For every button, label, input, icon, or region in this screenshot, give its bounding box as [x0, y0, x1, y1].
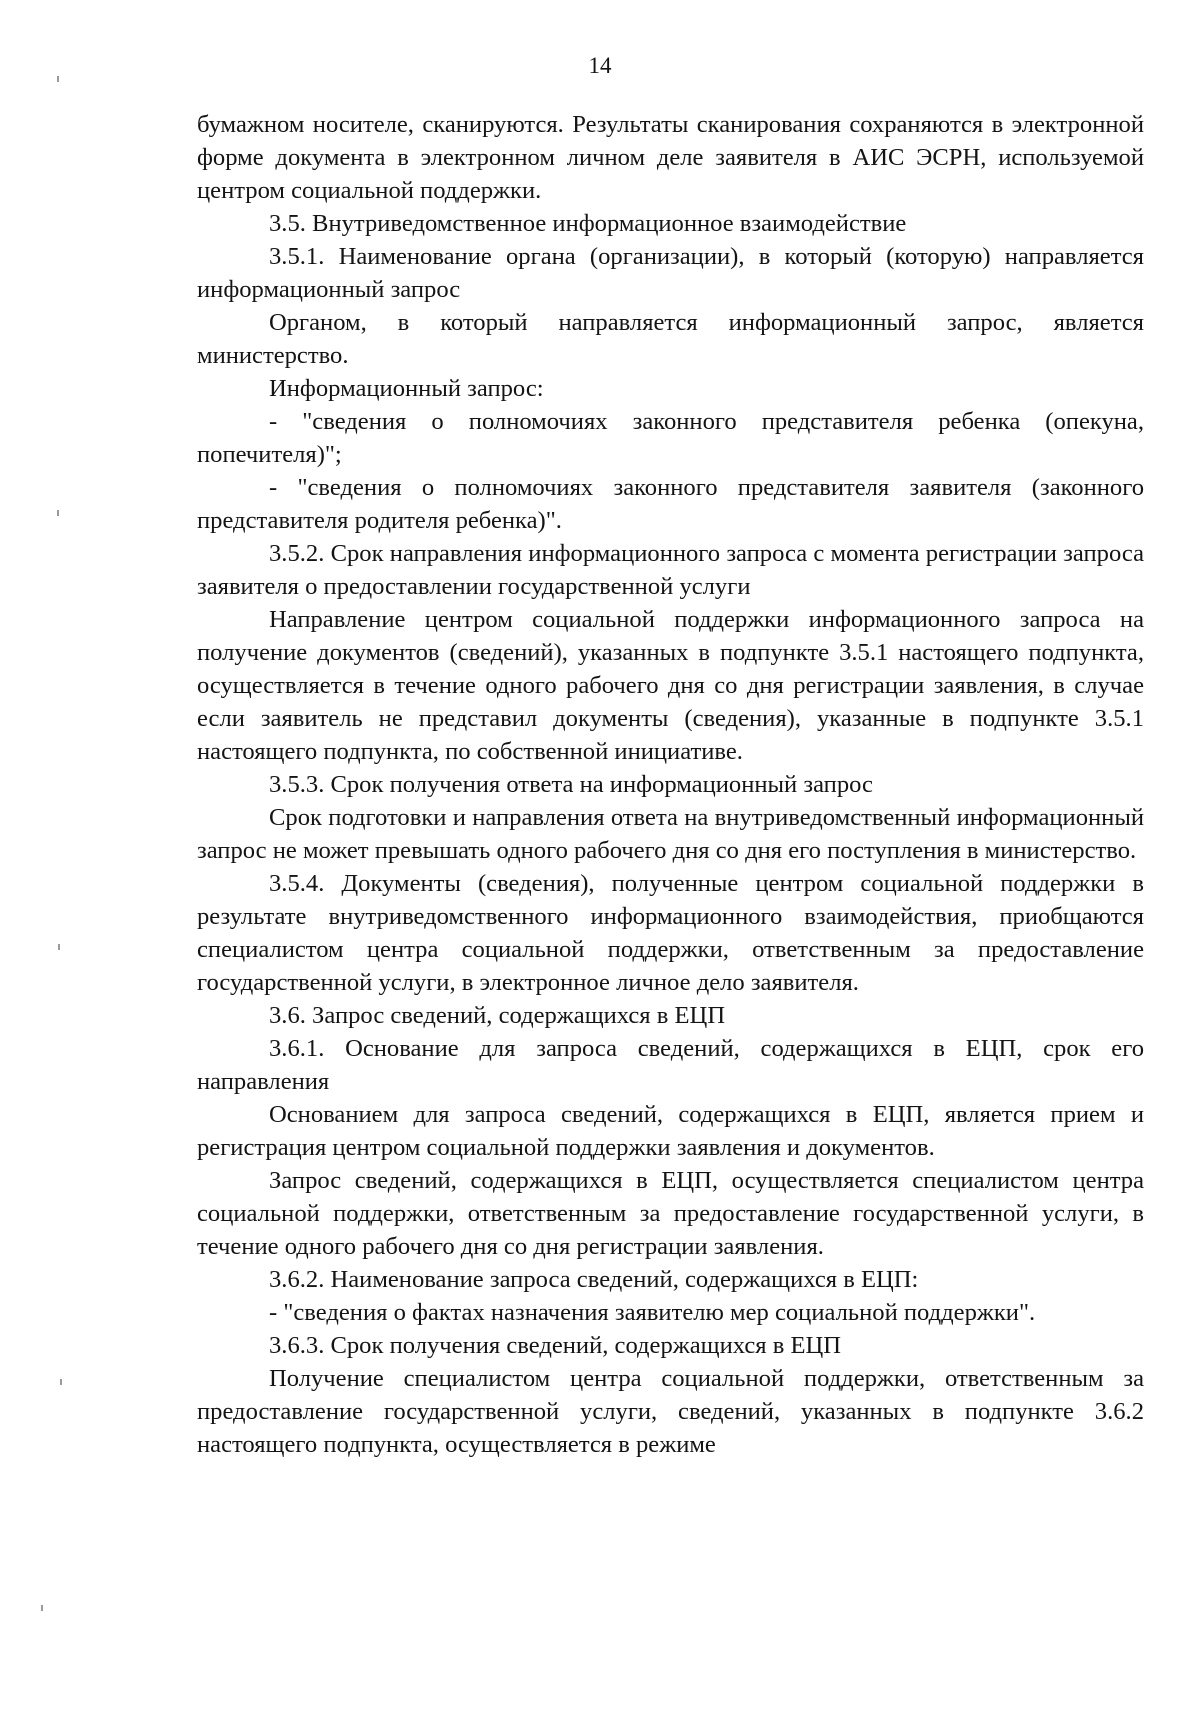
scan-artifact	[41, 1605, 43, 1611]
list-item-ecp-request: - "сведения о фактах назначения заявителю мер социальной поддержки".	[269, 1299, 1036, 1326]
paragraph-request-procedure: Направление центром социальной поддержки информационного запроса на получение документов (сведений), указанных в подпункте 3.5.1 настоящего подпункта, осуществляется в течение одного рабочего дня со дня регистрации заявления, в случае если заявитель не представил документы (сведения), указанные в подпункте 3.5.1 настоящего подпункта, по собственной инициативе.	[197, 606, 1144, 765]
subsection-3-5-4: 3.5.4. Документы (сведения), полученные центром социальной поддержки в результате внутриведомственного информационного взаимодействия, приобщаются специалистом центра социальной поддержки, ответственным за предоставление государственной услуги, в электронное личное дело заявителя.	[197, 870, 1144, 996]
paragraph-request-intro: Информационный запрос:	[269, 375, 544, 402]
subsection-heading-3-5-2: 3.5.2. Срок направления информационного запроса с момента регистрации запроса заявителя о предоставлении государственной услуги	[197, 540, 1144, 600]
paragraph-response-term: Срок подготовки и направления ответа на внутриведомственный информационный запрос не может превышать одного рабочего дня со дня его поступления в министерство.	[197, 804, 1144, 864]
subsection-heading-3-5-3: 3.5.3. Срок получения ответа на информационный запрос	[269, 771, 873, 798]
page-number: 14	[588, 53, 612, 78]
section-heading-3-5: 3.5. Внутриведомственное информационное взаимодействие	[269, 210, 907, 237]
document-body	[197, 108, 1144, 1461]
paragraph-request-ecp: Запрос сведений, содержащихся в ЕЦП, осуществляется специалистом центра социальной поддержки, ответственным за предоставление государственной услуги, в течение одного рабочего дня со дня регистрации заявления.	[197, 1167, 1144, 1260]
list-item-request-1: - "сведения о полномочиях законного представителя ребенка (опекуна, попечителя)";	[197, 408, 1144, 468]
subsection-heading-3-6-3: 3.6.3. Срок получения сведений, содержащихся в ЕЦП	[269, 1332, 842, 1359]
scan-artifact	[57, 76, 59, 82]
paragraph-ecp-receipt: Получение специалистом центра социальной поддержки, ответственным за предоставление государственной услуги, сведений, указанных в подпункте 3.6.2 настоящего подпункта, осуществляется в режиме	[197, 1365, 1144, 1458]
scan-artifact	[58, 944, 60, 950]
subsection-heading-3-5-1: 3.5.1. Наименование органа (организации), в который (которую) направляется информационный запрос	[197, 243, 1144, 303]
subsection-heading-3-6-2: 3.6.2. Наименование запроса сведений, содержащихся в ЕЦП:	[269, 1266, 919, 1293]
scan-artifact	[60, 1379, 62, 1385]
list-item-request-2: - "сведения о полномочиях законного представителя заявителя (законного представителя родителя ребенка)".	[197, 474, 1144, 534]
paragraph-authority: Органом, в который направляется информационный запрос, является министерство.	[197, 309, 1144, 369]
scan-artifact	[57, 510, 59, 516]
paragraph-basis: Основанием для запроса сведений, содержащихся в ЕЦП, является прием и регистрация центром социальной поддержки заявления и документов.	[197, 1101, 1144, 1161]
subsection-heading-3-6-1: 3.6.1. Основание для запроса сведений, содержащихся в ЕЦП, срок его направления	[197, 1035, 1144, 1095]
paragraph-continuation: бумажном носителе, сканируются. Результаты сканирования сохраняются в электронной форме документа в электронном личном деле заявителя в АИС ЭСРН, используемой центром социальной поддержки.	[197, 111, 1144, 204]
section-heading-3-6: 3.6. Запрос сведений, содержащихся в ЕЦП	[269, 1002, 726, 1029]
